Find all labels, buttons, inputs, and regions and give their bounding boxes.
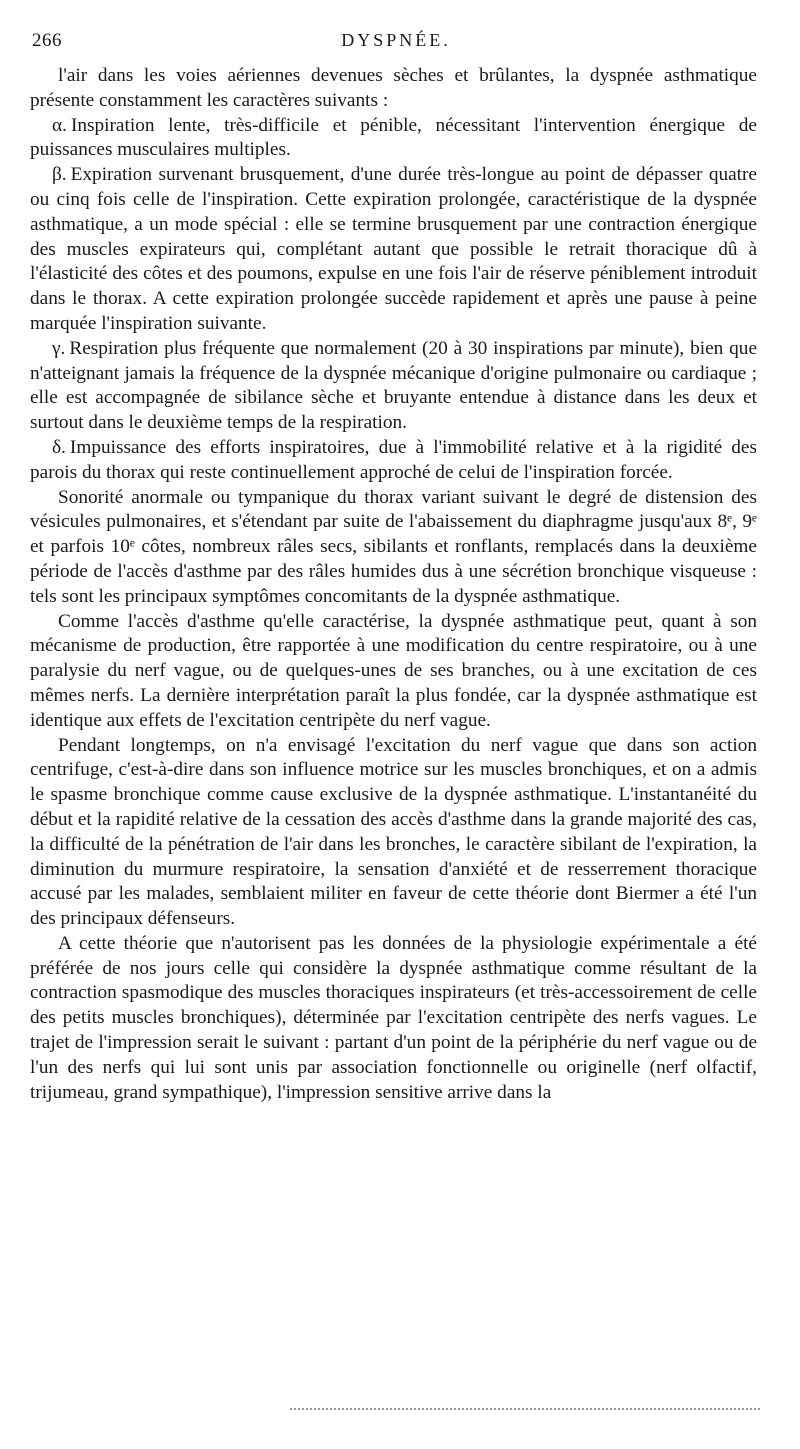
paragraph-text: Respiration plus fréquente que normalement (20 à 30 inspirations par minute), bien que n'atteignant jamais la fréquence de la dyspnée mécanique d'origine pulmonaire ou cardiaque ; elle est accompagnée de sibilance sèche et bruyante entendue à distance dans les deux et surtout dans le deuxième temps de la respiration. xyxy=(30,337,757,434)
item-marker: β. xyxy=(52,164,67,186)
item-marker: α. xyxy=(52,114,67,136)
paragraph-continuation xyxy=(30,64,757,114)
paragraph-text: Impuissance des efforts inspiratoires, due à l'immobilité relative et à la rigidité des parois du thorax qui reste continuellement approché de celui de l'inspiration forcée. xyxy=(30,436,757,483)
paragraph-text: Comme l'accès d'asthme qu'elle caractérise, la dyspnée asthmatique peut, quant à son mécanisme de production, être rapportée à une modification du centre respiratoire, ou à une paralysie du nerf vague, ou de quelques-unes de ses branches, ou à une excitation de ces mêmes nerfs. La dernière interprétation paraît la plus fondée, car la dyspnée asthmatique est identique aux effets de l'excitation centripète du nerf vague. xyxy=(30,610,757,731)
list-item-gamma xyxy=(30,337,757,436)
paragraph-text: Sonorité anormale ou tympanique du thorax variant suivant le degré de distension des vésicules pulmonaires, et s'étendant par suite de l'abaissement du diaphragme jusqu'aux 8ᵉ, 9ᵉ et parfois 10ᵉ côtes, nombreux râles secs, sibilants et ronflants, remplacés dans la deuxième période de l'accès d'asthme par des râles humides dus à une sécrétion bronchique visqueuse : tels sont les principaux symptômes concomitants de la dyspnée asthmatique. xyxy=(30,486,757,607)
paragraph-centrifugal-theory xyxy=(30,734,757,932)
paragraph-centripetal-theory xyxy=(30,932,757,1106)
body-text xyxy=(30,64,757,1105)
paragraph-text: Expiration survenant brusquement, d'une durée très-longue au point de dépasser quatre ou cinq fois celle de l'inspiration. Cette expiration prolongée, caractéristique de la dyspnée asthmatique, a un mode spécial : elle se termine brusquement par une contraction énergique des muscles expirateurs qui, complétant autant que possible le retrait thoracique dû à l'élasticité des côtes et des poumons, expulse en une fois l'air de réserve péniblement introduit dans le thorax. A cette expiration prolongée succède rapidement et après une pause à peine marquée l'inspiration suivante. xyxy=(30,164,757,334)
list-item-beta xyxy=(30,163,757,337)
running-title: DYSPNÉE. xyxy=(341,30,451,50)
paragraph-symptoms xyxy=(30,486,757,610)
paragraph-mechanism xyxy=(30,610,757,734)
item-marker: δ. xyxy=(52,436,66,458)
page-header xyxy=(32,30,760,60)
list-item-delta xyxy=(30,436,757,486)
paragraph-text: Pendant longtemps, on n'a envisagé l'excitation du nerf vague que dans son action centrifuge, c'est-à-dire dans son influence motrice sur les muscles bronchiques, et on a admis le spasme bronchique comme cause exclusive de la dyspnée asthmatique. L'instantanéité du début et la rapidité relative de la cessation des accès d'asthme dans la grande majorité des cas, la difficulté de la pénétration de l'air dans les bronches, le caractère sibilant de l'expiration, la diminution du murmure respiratoire, la sensation d'anxiété et de resserrement thoracique accusé par les malades, semblaient militer en faveur de cette théorie dont Biermer a été l'un des principaux défenseurs. xyxy=(30,734,757,930)
list-item-alpha xyxy=(30,114,757,164)
item-marker: γ. xyxy=(52,337,66,359)
paragraph-text: l'air dans les voies aériennes devenues sèches et brûlantes, la dyspnée asthmatique présente constamment les caractères suivants : xyxy=(30,65,757,111)
paragraph-text: A cette théorie que n'autorisent pas les données de la physiologie expérimentale a été préférée de nos jours celle qui considère la dyspnée asthmatique comme résultant de la contraction spasmodique des muscles thoraciques inspirateurs (et très-accessoirement de celle des petits muscles bronchiques), déterminée par l'excitation centripète des nerfs vagues. Le trajet de l'impression serait le suivant : partant d'un point de la périphérie du nerf vague ou de l'un des nerfs qui lui sont unis par association fonctionnelle ou originelle (nerf olfactif, trijumeau, grand sympathique), l'impression sensitive arrive dans la xyxy=(30,932,757,1103)
footer-rule xyxy=(290,1408,760,1410)
page-number: 266 xyxy=(32,30,62,51)
paragraph-text: Inspiration lente, très-difficile et pénible, nécessitant l'intervention énergique de puissances musculaires multiples. xyxy=(30,114,757,161)
